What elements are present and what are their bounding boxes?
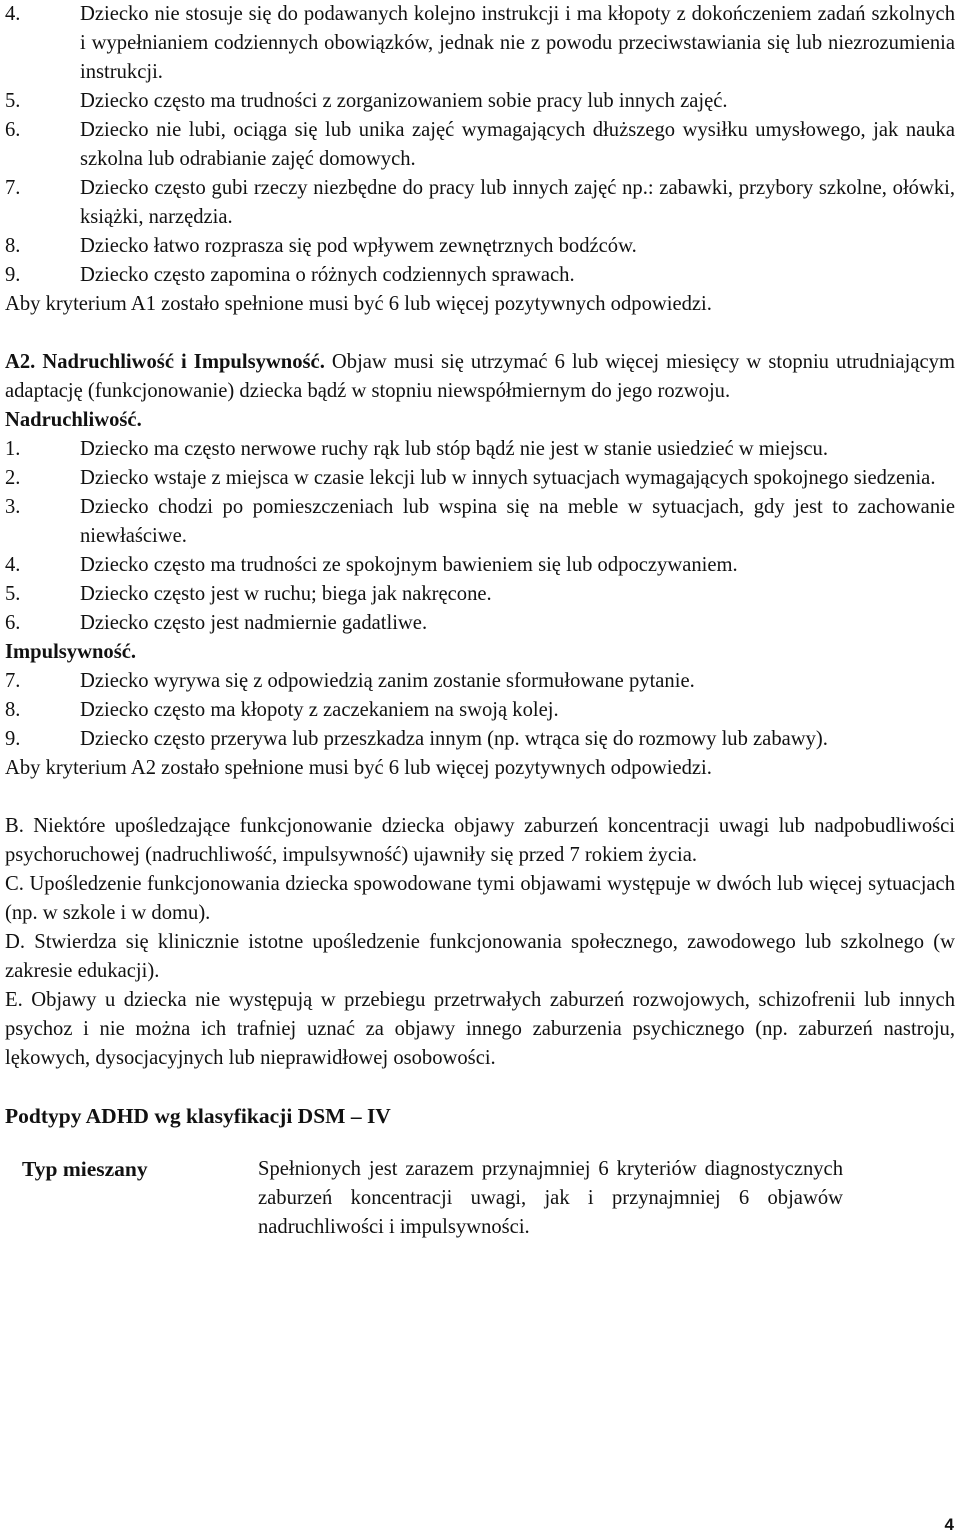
a2-intro	[5, 348, 955, 406]
item-number: 4.	[5, 3, 21, 25]
item-number: 5.	[5, 90, 21, 112]
item-number: 9.	[5, 264, 21, 286]
item-number: 2.	[5, 467, 21, 489]
item-number: 1.	[5, 438, 21, 460]
a1-list	[5, 0, 955, 290]
list-item	[5, 116, 955, 174]
list-item	[5, 580, 955, 609]
item-number: 9.	[5, 728, 21, 750]
list-item	[5, 725, 955, 754]
subtype-row	[5, 1155, 955, 1242]
list-item	[5, 87, 955, 116]
criterion-c	[5, 870, 955, 928]
criterion-letter: D.	[5, 931, 26, 953]
item-text: Dziecko często ma trudności ze spokojnym bawieniem się lub odpoczywaniem.	[80, 554, 738, 576]
list-item	[5, 696, 955, 725]
item-text: Dziecko ma często nerwowe ruchy rąk lub stóp bądź nie jest w stanie usiedzieć w miejscu.	[80, 438, 828, 460]
impulsivity-heading: Impulsywność.	[5, 641, 137, 663]
criterion-letter: E.	[5, 989, 23, 1011]
list-item	[5, 493, 955, 551]
a2-heading: A2. Nadruchliwość i Impulsywność.	[5, 351, 325, 373]
criterion-text: Niektóre upośledzające funkcjonowanie dziecka objawy zaburzeń koncentracji uwagi lub nadpobudliwości psychoruchowej (nadruchliwość, impulsywność) ujawniły się przed 7 rokiem życia.	[5, 815, 955, 866]
a1-criterion: Aby kryterium A1 zostało spełnione musi być 6 lub więcej pozytywnych odpowiedzi.	[5, 293, 712, 315]
a2-criterion: Aby kryterium A2 zostało spełnione musi być 6 lub więcej pozytywnych odpowiedzi.	[5, 757, 712, 779]
subtype-description: Spełnionych jest zarazem przynajmniej 6 kryteriów diagnostycznych zaburzeń koncentracji uwagi, jak i przynajmniej 6 objawów nadruchliwości i impulsywności.	[258, 1158, 843, 1238]
item-text: Dziecko wyrywa się z odpowiedzią zanim zostanie sformułowane pytanie.	[80, 670, 695, 692]
criterion-text: Objawy u dziecka nie występują w przebiegu przetrwałych zaburzeń rozwojowych, schizofrenii lub innych psychoz i nie można ich trafniej uznać za objawy innego zaburzenia psychicznego (np. zaburzeń nastroju, lękowych, dysocjacyjnych lub nieprawidłowej osobowości.	[5, 989, 955, 1069]
list-item	[5, 609, 955, 638]
item-text: Dziecko często jest w ruchu; biega jak nakręcone.	[80, 583, 492, 605]
item-number: 6.	[5, 612, 21, 634]
list-item	[5, 261, 955, 290]
item-text: Dziecko często jest nadmiernie gadatliwe.	[80, 612, 428, 634]
criterion-letter: C.	[5, 873, 24, 895]
criterion-b	[5, 812, 955, 870]
item-number: 7.	[5, 177, 21, 199]
subtype-label: Typ mieszany	[22, 1157, 148, 1181]
item-text: Dziecko często zapomina o różnych codziennych sprawach.	[80, 264, 575, 286]
subtypes-heading: Podtypy ADHD wg klasyfikacji DSM – IV	[5, 1104, 391, 1128]
item-text: Dziecko nie stosuje się do podawanych kolejno instrukcji i ma kłopoty z dokończeniem zadań szkolnych i wypełnianiem codziennych obowiązków, jednak nie z powodu przeciwstawiania się lub niezrozumienia instrukcji.	[80, 3, 955, 83]
criterion-text: Stwierdza się klinicznie istotne upośledzenie funkcjonowania społecznego, zawodowego lub szkolnego (w zakresie edukacji).	[5, 931, 955, 982]
item-number: 8.	[5, 699, 21, 721]
item-number: 5.	[5, 583, 21, 605]
document-page	[5, 0, 955, 1242]
page-number: 4	[944, 1515, 954, 1534]
item-number: 6.	[5, 119, 21, 141]
hyperactivity-list	[5, 435, 955, 638]
list-item	[5, 174, 955, 232]
item-text: Dziecko często ma trudności z zorganizowaniem sobie pracy lub innych zajęć.	[80, 90, 728, 112]
item-number: 7.	[5, 670, 21, 692]
list-item	[5, 232, 955, 261]
item-text: Dziecko często gubi rzeczy niezbędne do pracy lub innych zajęć np.: zabawki, przybory szkolne, ołówki, książki, narzędzia.	[80, 177, 955, 228]
list-item	[5, 464, 955, 493]
item-number: 3.	[5, 496, 21, 518]
impulsivity-list	[5, 667, 955, 754]
criterion-letter: B.	[5, 815, 24, 837]
item-text: Dziecko nie lubi, ociąga się lub unika zajęć wymagających dłuższego wysiłku umysłowego, jak nauka szkolna lub odrabianie zajęć domowych.	[80, 119, 955, 170]
criterion-e	[5, 986, 955, 1073]
list-item	[5, 0, 955, 87]
item-text: Dziecko często ma kłopoty z zaczekaniem na swoją kolej.	[80, 699, 559, 721]
criterion-text: Upośledzenie funkcjonowania dziecka spowodowane tymi objawami występuje w dwóch lub więcej sytuacjach (np. w szkole i w domu).	[5, 873, 955, 924]
item-text: Dziecko wstaje z miejsca w czasie lekcji lub w innych sytuacjach wymagających spokojnego siedzenia.	[80, 467, 936, 489]
hyperactivity-heading: Nadruchliwość.	[5, 409, 142, 431]
item-text: Dziecko łatwo rozprasza się pod wpływem zewnętrznych bodźców.	[80, 235, 637, 257]
list-item	[5, 667, 955, 696]
a2-intro-text: Objaw musi się utrzymać 6 lub więcej miesięcy w stopniu utrudniającym adaptację (funkcjonowanie) dziecka bądź w stopniu niewspółmiernym do jego rozwoju.	[5, 351, 955, 402]
list-item	[5, 435, 955, 464]
criterion-d	[5, 928, 955, 986]
item-number: 4.	[5, 554, 21, 576]
list-item	[5, 551, 955, 580]
item-text: Dziecko często przerywa lub przeszkadza innym (np. wtrąca się do rozmowy lub zabawy).	[80, 728, 828, 750]
item-text: Dziecko chodzi po pomieszczeniach lub wspina się na meble w sytuacjach, gdy jest to zachowanie niewłaściwe.	[80, 496, 955, 547]
item-number: 8.	[5, 235, 21, 257]
